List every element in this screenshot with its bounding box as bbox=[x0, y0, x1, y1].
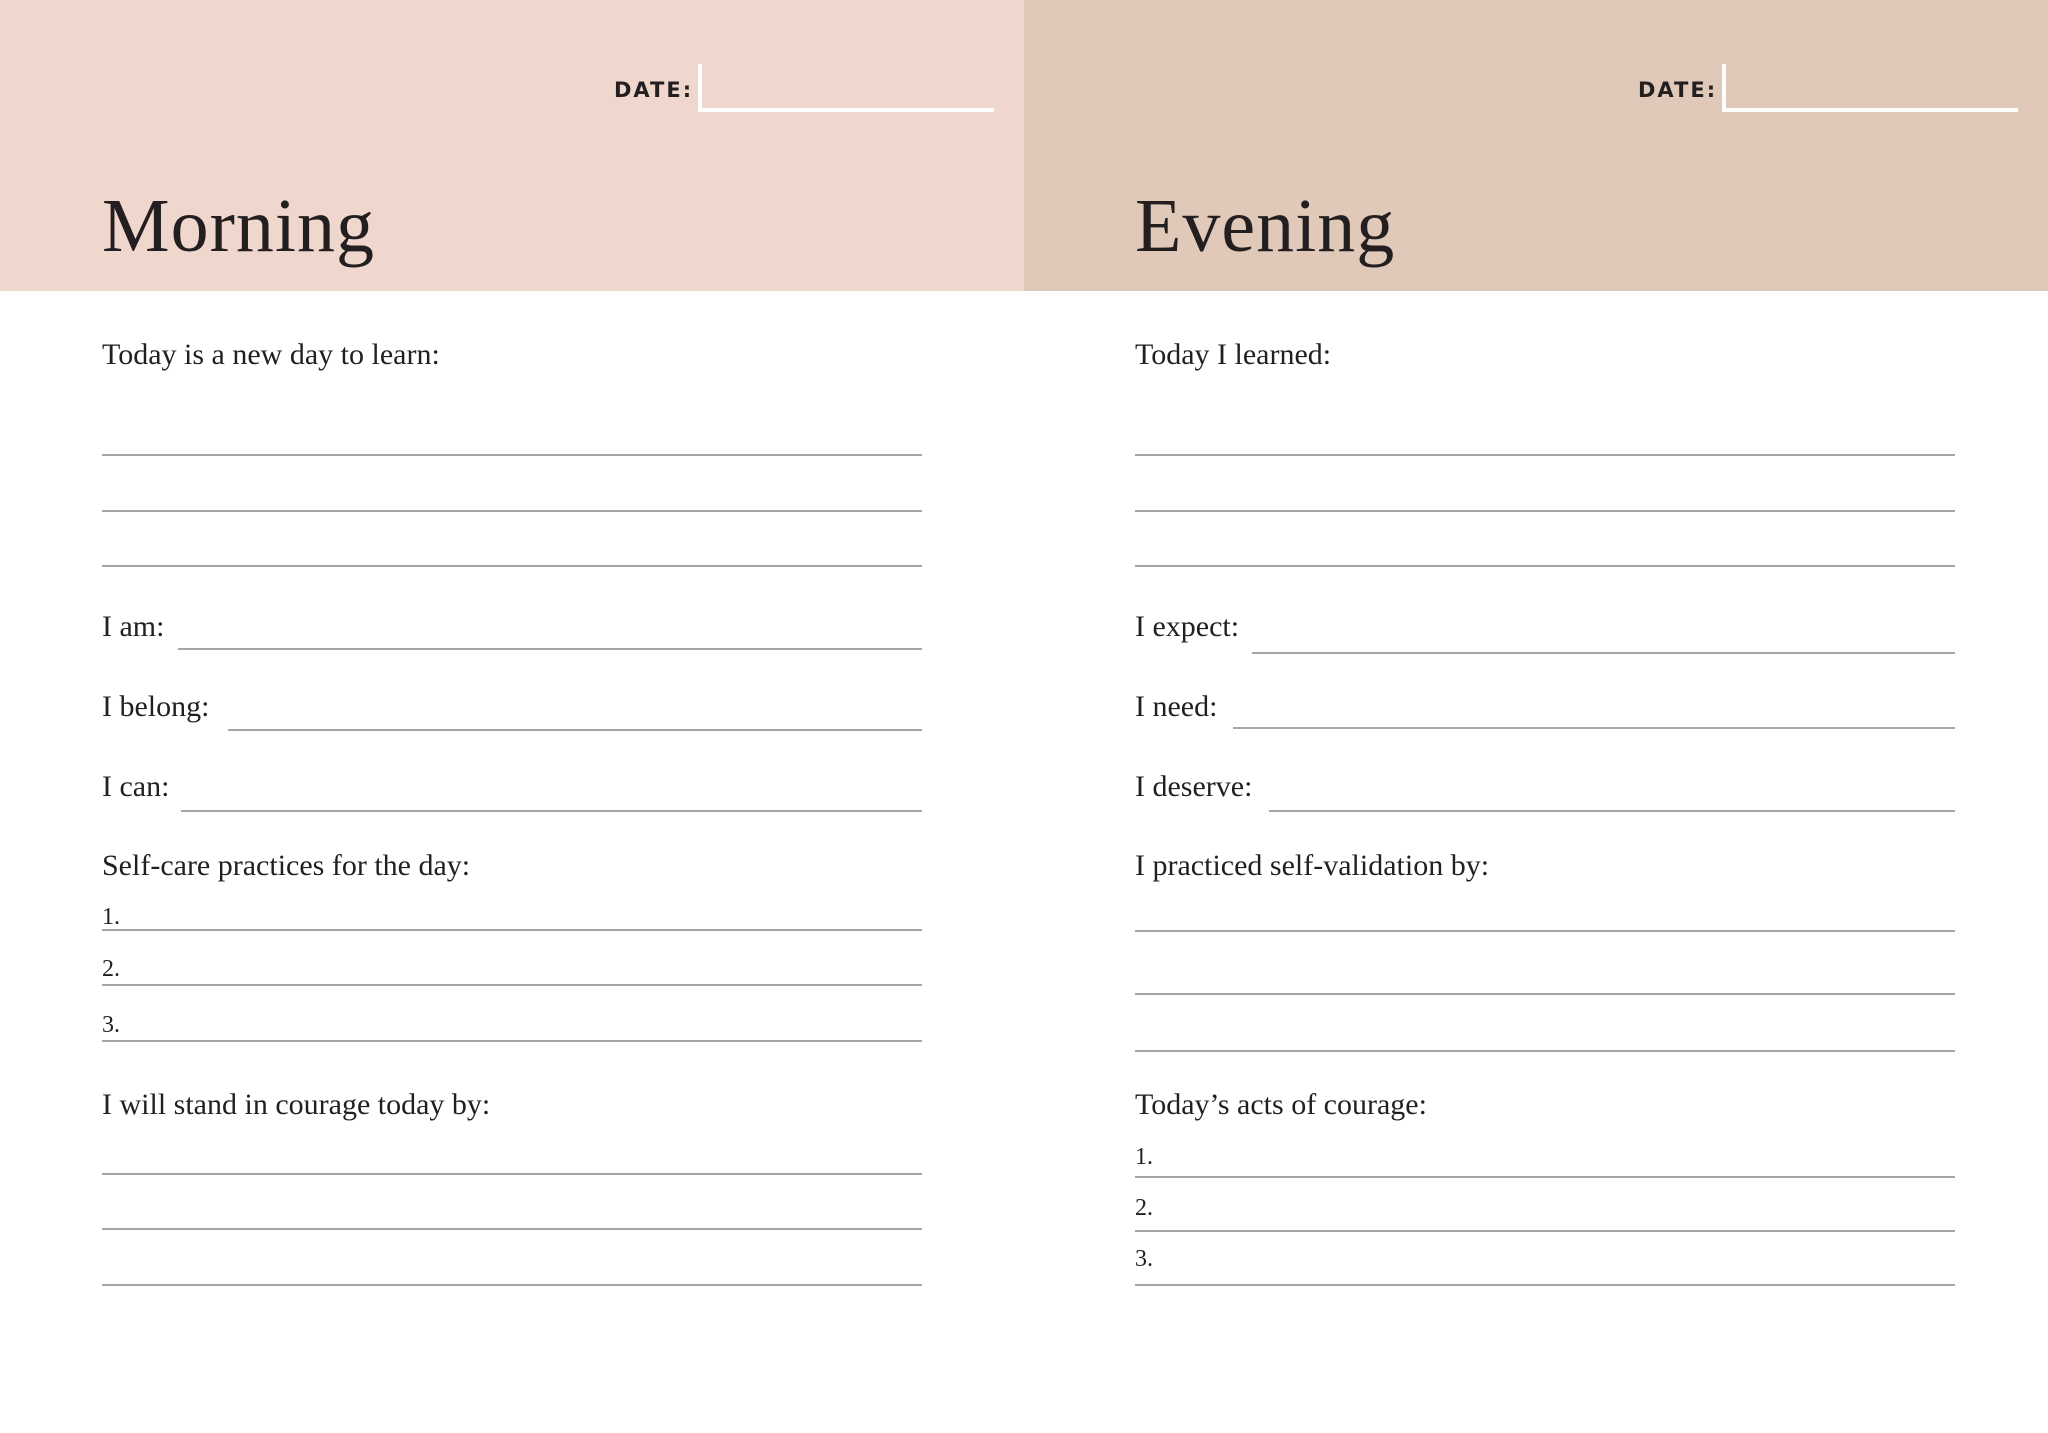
prompt-i-can: I can: bbox=[102, 770, 170, 803]
evening-date-label: DATE: bbox=[1638, 78, 1718, 102]
morning-date-field[interactable] bbox=[698, 64, 994, 112]
prompt-self-care: Self-care practices for the day: bbox=[102, 849, 471, 882]
prompt-courage: I will stand in courage today by: bbox=[102, 1088, 491, 1121]
i-expect-line[interactable] bbox=[1252, 652, 1955, 654]
morning-date-label: DATE: bbox=[614, 78, 694, 102]
prompt-acts-of-courage: Today’s acts of courage: bbox=[1135, 1088, 1427, 1121]
courage-number-1: 1. bbox=[1135, 1144, 1153, 1170]
evening-date-field[interactable] bbox=[1722, 64, 2018, 112]
prompt-i-deserve: I deserve: bbox=[1135, 770, 1253, 803]
acts-courage-line-3[interactable] bbox=[1135, 1284, 1955, 1286]
learned-line-1[interactable] bbox=[1135, 454, 1955, 456]
prompt-i-belong: I belong: bbox=[102, 690, 210, 723]
self-care-number-2: 2. bbox=[102, 956, 120, 982]
evening-title: Evening bbox=[1135, 184, 1396, 268]
self-validation-line-3[interactable] bbox=[1135, 1050, 1955, 1052]
self-care-line-1[interactable] bbox=[102, 929, 922, 931]
learn-line-1[interactable] bbox=[102, 454, 922, 456]
i-need-line[interactable] bbox=[1233, 727, 1955, 729]
learned-line-2[interactable] bbox=[1135, 510, 1955, 512]
i-am-line[interactable] bbox=[178, 648, 922, 650]
learn-line-3[interactable] bbox=[102, 565, 922, 567]
courage-line-3[interactable] bbox=[102, 1284, 922, 1286]
prompt-learned: Today I learned: bbox=[1135, 338, 1332, 371]
self-care-line-3[interactable] bbox=[102, 1040, 922, 1042]
prompt-self-validation: I practiced self-validation by: bbox=[1135, 849, 1490, 882]
acts-courage-line-1[interactable] bbox=[1135, 1176, 1955, 1178]
prompt-i-am: I am: bbox=[102, 610, 165, 643]
self-care-number-3: 3. bbox=[102, 1012, 120, 1038]
evening-page bbox=[1024, 0, 2048, 1433]
courage-line-2[interactable] bbox=[102, 1228, 922, 1230]
self-validation-line-1[interactable] bbox=[1135, 930, 1955, 932]
learned-line-3[interactable] bbox=[1135, 565, 1955, 567]
self-validation-line-2[interactable] bbox=[1135, 993, 1955, 995]
i-deserve-line[interactable] bbox=[1269, 810, 1955, 812]
prompt-i-expect: I expect: bbox=[1135, 610, 1240, 643]
learn-line-2[interactable] bbox=[102, 510, 922, 512]
prompt-i-need: I need: bbox=[1135, 690, 1218, 723]
i-belong-line[interactable] bbox=[228, 729, 922, 731]
courage-line-1[interactable] bbox=[102, 1173, 922, 1175]
morning-title: Morning bbox=[102, 184, 375, 268]
i-can-line[interactable] bbox=[181, 810, 922, 812]
acts-courage-line-2[interactable] bbox=[1135, 1230, 1955, 1232]
self-care-number-1: 1. bbox=[102, 904, 120, 930]
courage-number-2: 2. bbox=[1135, 1195, 1153, 1221]
courage-number-3: 3. bbox=[1135, 1246, 1153, 1272]
self-care-line-2[interactable] bbox=[102, 984, 922, 986]
prompt-learn: Today is a new day to learn: bbox=[102, 338, 440, 371]
